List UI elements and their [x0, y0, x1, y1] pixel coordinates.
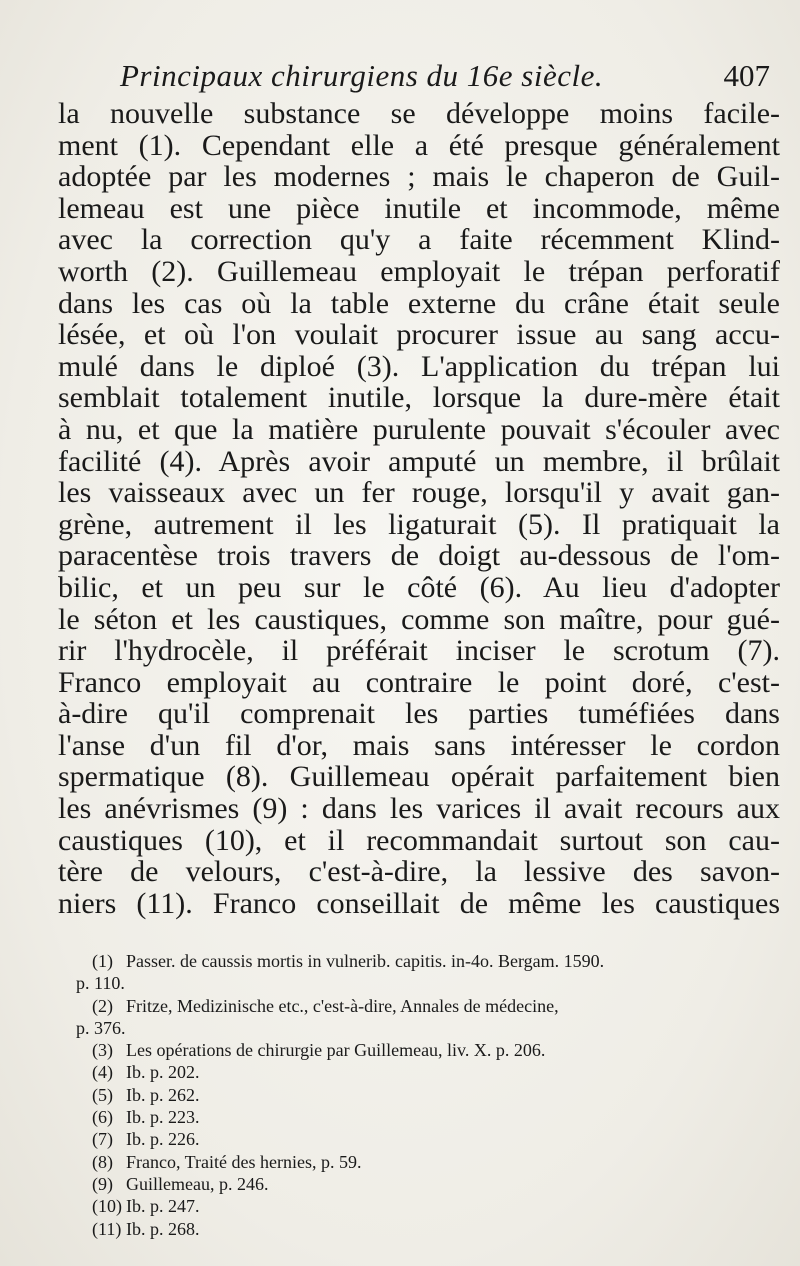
text-line: worth (2). Guillemeau employait le trépan perforatif [58, 254, 780, 288]
running-title: Principaux chirurgiens du 16e siècle. [120, 58, 604, 93]
text-line: les anévrismes (9) : dans les varices il avait recours aux [58, 792, 780, 826]
footnote [92, 1039, 772, 1061]
text-line: l'anse d'un fil d'or, mais sans intéresser le cordon [58, 728, 780, 762]
footnote [92, 995, 772, 1017]
text-line: niers (11). Franco conseillait de même les caustiques [58, 886, 780, 920]
text-line: mulé dans le diploé (3). L'application du trépan lui [58, 349, 780, 383]
footnote [92, 1173, 772, 1195]
footnote-text: p. 110. [76, 973, 125, 994]
text-line: lésée, et où l'on voulait procurer issue au sang accu- [58, 318, 780, 352]
footnote-text: Fritze, Medizinische etc., c'est-à-dire, Annales de médecine, [126, 995, 559, 1016]
text-line: rir l'hydrocèle, il préférait inciser le scrotum (7). [58, 634, 780, 668]
footnote-number: (5) [92, 1084, 113, 1105]
text-line: paracentèse trois travers de doigt au-dessous de l'om- [58, 539, 780, 573]
text-line: dans les cas où la table externe du crâne était seule [58, 286, 780, 320]
footnote [92, 1061, 772, 1083]
footnote-number: (2) [92, 995, 113, 1016]
footnote [92, 950, 772, 972]
text-line: facilité (4). Après avoir amputé un membre, il brûlait [58, 444, 780, 478]
footnote-text: Ib. p. 268. [126, 1218, 200, 1239]
footnote-number: (1) [92, 951, 113, 971]
text-line: ment (1). Cependant elle a été presque généralement [58, 128, 780, 162]
text-line: à nu, et que la matière purulente pouvait s'écouler avec [58, 412, 780, 446]
text-line: Franco employait au contraire le point doré, c'est- [58, 665, 780, 699]
text-line: semblait totalement inutile, lorsque la dure-mère était [58, 381, 780, 415]
footnote-text: Ib. p. 202. [126, 1062, 200, 1083]
text-line: grène, autrement il les ligaturait (5). Il pratiquait la [58, 507, 780, 541]
text-line: le séton et les caustiques, comme son maître, pour gué- [58, 602, 780, 636]
text-line: adoptée par les modernes ; mais le chaperon de Guil- [58, 160, 780, 194]
footnote [92, 1151, 772, 1173]
footnotes [76, 950, 772, 1240]
text-line: caustiques (10), et il recommandait surtout son cau- [58, 823, 780, 857]
footnote-number: (8) [92, 1151, 113, 1172]
footnote [92, 1128, 772, 1150]
page-number: 407 [723, 58, 770, 93]
footnote-text: Ib. p. 262. [126, 1084, 200, 1105]
text-line: tère de velours, c'est-à-dire, la lessive des savon- [58, 855, 780, 889]
footnote [92, 1195, 772, 1217]
text-line: lemeau est une pièce inutile et incommode, même [58, 191, 780, 225]
footnote [92, 1084, 772, 1106]
footnote-text: Guillemeau, p. 246. [126, 1173, 269, 1194]
footnote-continuation [76, 972, 772, 994]
footnote-text: Ib. p. 247. [126, 1196, 200, 1217]
text-line: avec la correction qu'y a faite récemment Klind- [58, 223, 780, 257]
footnote-text: Franco, Traité des hernies, p. 59. [126, 1151, 362, 1172]
footnote-text: Ib. p. 223. [126, 1107, 200, 1128]
footnote-text: Ib. p. 226. [126, 1129, 200, 1150]
footnote-number: (11) [92, 1218, 122, 1239]
text-line: bilic, et un peu sur le côté (6). Au lieu d'adopter [58, 570, 780, 604]
footnote-text: p. 376. [76, 1017, 126, 1038]
footnote-text: Passer. de caussis mortis in vulnerib. capitis. in-4o. Bergam. 1590. [126, 951, 605, 971]
text-line: les vaisseaux avec un fer rouge, lorsqu'il y avait gan- [58, 476, 780, 510]
footnote-number: (6) [92, 1107, 113, 1128]
text-line: à-dire qu'il comprenait les parties tuméfiées dans [58, 697, 780, 731]
footnote-text: Les opérations de chirurgie par Guillemeau, liv. X. p. 206. [126, 1040, 546, 1061]
page-header [110, 58, 770, 98]
footnote-number: (3) [92, 1040, 113, 1061]
footnote [92, 1106, 772, 1128]
text-line: la nouvelle substance se développe moins facile- [58, 97, 780, 130]
footnote-number: (7) [92, 1129, 113, 1150]
text-line: spermatique (8). Guillemeau opérait parfaitement bien [58, 760, 780, 794]
footnote-continuation [76, 1017, 772, 1039]
footnote-number: (9) [92, 1173, 113, 1194]
footnote-number: (4) [92, 1062, 113, 1083]
body-text [58, 98, 780, 919]
footnote [92, 1218, 772, 1240]
footnote-number: (10) [92, 1196, 122, 1217]
